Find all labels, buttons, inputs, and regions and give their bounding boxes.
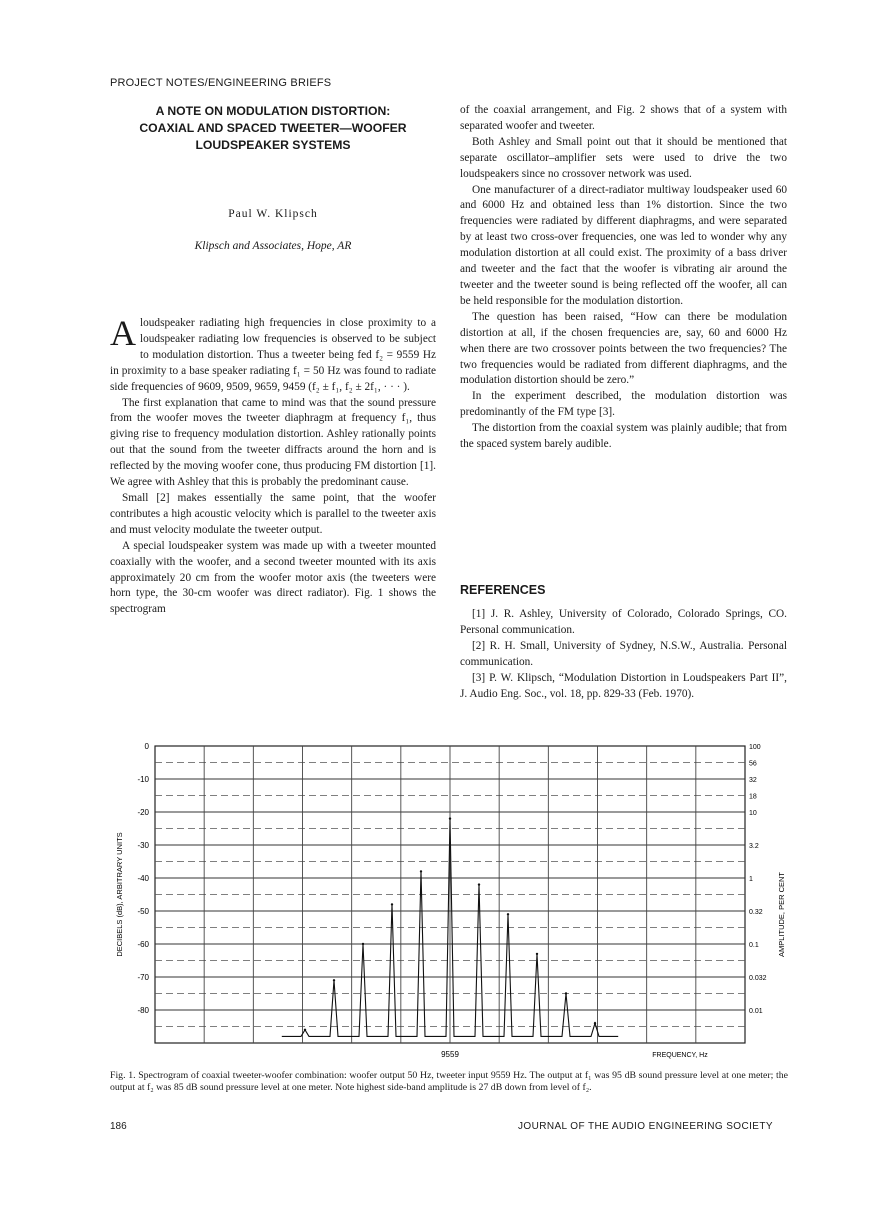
- y-tick-label: -10: [137, 775, 149, 784]
- spectrum-peak: [449, 817, 451, 819]
- title-line: COAXIAL AND SPACED TWEETER—WOOFER: [139, 121, 407, 135]
- y2-tick-label: 0.032: [749, 975, 767, 982]
- paragraph: Both Ashley and Small point out that it should be mentioned that separate oscillator–amplifier sets were used to drive the two loudspeakers since no crossover network was used.: [460, 135, 787, 180]
- paragraph-text: loudspeaker radiating high frequencies in close proximity to a loudspeaker radiating low frequencies is observed to be subject to modulation distortion. Thus a tweeter being fed f₂ = 9559 Hz in proximity to a base speaker radiating f₁ = 50 Hz was found to radiate side frequencies of 9609, 9509, 9659, 9459 (f₂ ± f₁, f₂ ± 2f₁, · · · ).: [110, 317, 436, 393]
- y2-tick-label: 0.32: [749, 909, 763, 916]
- paragraph: In the experiment described, the modulation distortion was predominantly of the FM type [3].: [460, 390, 787, 419]
- y2-tick-label: 10: [749, 810, 757, 817]
- y-tick-label: 0: [144, 742, 149, 751]
- x-tick-label: 9559: [441, 1050, 459, 1059]
- y2-tick-label: 56: [749, 760, 757, 768]
- y2-tick-label: 32: [749, 777, 757, 784]
- y-tick-label: -60: [137, 940, 149, 949]
- paragraph: The distortion from the coaxial system was plainly audible; that from the spaced system barely audible.: [460, 422, 787, 451]
- y2-tick-label: 1: [749, 876, 753, 883]
- paragraph: of the coaxial arrangement, and Fig. 2 shows that of a system with separated woofer and tweeter.: [460, 104, 787, 132]
- spectrum-peak: [391, 903, 393, 905]
- journal-name: JOURNAL OF THE AUDIO ENGINEERING SOCIETY: [518, 1121, 773, 1132]
- spectrum-peak: [304, 1029, 306, 1031]
- spectrum-peak: [536, 953, 538, 955]
- page-number: 186: [110, 1121, 127, 1132]
- affiliation: Klipsch and Associates, Hope, AR: [194, 240, 352, 252]
- title-line: A NOTE ON MODULATION DISTORTION:: [155, 104, 391, 118]
- spectrum-peak: [594, 1022, 596, 1024]
- article-title: [110, 103, 436, 154]
- paragraph: The first explanation that came to mind was that the sound pressure from the woofer moves the tweeter diaphragm at frequency f₁, thus giving rise to frequency modulation distortion. Ashley rationally points out that the sound from the tweeter diffracts around the horn and is reflected by the moving woofer cone, thus producing FM distortion [1]. We agree with Ashley that this is probably the predominant cause.: [110, 396, 436, 489]
- spectrum-peak: [333, 979, 335, 981]
- y2-tick-label: 3.2: [749, 843, 759, 850]
- paragraph: [110, 313, 436, 396]
- y2-tick-label: 0.01: [749, 1008, 763, 1015]
- paragraph: Small [2] makes essentially the same point, that the woofer contributes a high acoustic velocity which is parallel to the tweeter axis and must velocity modulate the tweeter output.: [110, 491, 436, 536]
- y-axis-label: DECIBELS (dB), ARBITRARY UNITS: [115, 832, 124, 957]
- y2-tick-label: 100: [749, 744, 761, 751]
- y-tick-label: -80: [137, 1006, 149, 1015]
- body-column-left: [110, 313, 436, 618]
- spectrum-peak: [420, 870, 422, 872]
- section-header: PROJECT NOTES/ENGINEERING BRIEFS: [110, 77, 332, 89]
- spectrum-peak: [478, 883, 480, 885]
- body-column-right: [460, 103, 787, 453]
- paragraph: One manufacturer of a direct-radiator multiway loudspeaker used 60 and 6000 Hz and obtained less than 1% distortion. Since the two frequencies were radiated by different diaphragms, and were separated by at least two cross-over frequencies, one was led to wonder why any modulation distortion at all could exist. The proximity of a bass driver and tweeter and the fact that the woofer is vibrating air around the tweeter and the tweeter sound is being reflected off the woofer, all can be held responsible for the modulation distortion.: [460, 183, 787, 307]
- spectrum-peak: [565, 992, 567, 994]
- reference-item: [2] R. H. Small, University of Sydney, N.S.W., Australia. Personal communication.: [460, 639, 787, 668]
- spectrum-peak: [507, 913, 509, 915]
- y-tick-label: -40: [137, 874, 149, 883]
- y2-tick-label: 0.1: [749, 942, 759, 949]
- references-list: [460, 607, 787, 702]
- references-heading: REFERENCES: [460, 583, 546, 597]
- author: Paul W. Klipsch: [228, 208, 318, 220]
- x-axis-label: FREQUENCY, Hz: [652, 1052, 708, 1059]
- paragraph: The question has been raised, “How can there be modulation distortion at all, if the chosen frequencies are, say, 60 and 6000 Hz when there are two crossover points between the two frequencies? The two frequencies would be radiated from different diaphragms, and the modulation distortion should be zero.”: [460, 310, 787, 387]
- y2-axis-label: AMPLITUDE, PER CENT: [777, 871, 786, 958]
- y-tick-label: -20: [137, 808, 149, 817]
- title-line: LOUDSPEAKER SYSTEMS: [195, 138, 351, 152]
- y-tick-label: -70: [137, 973, 149, 982]
- drop-cap: A: [110, 313, 136, 353]
- spectrogram-chart: [110, 738, 790, 1060]
- figure-caption: Fig. 1. Spectrogram of coaxial tweeter-woofer combination: woofer output 50 Hz, tweeter input 9559 Hz. The output at f₁ was 95 dB sound pressure level at one meter; the output at f₂ was 85 dB sound pressure level at one meter. Note highest side-band amplitude is 27 dB down from level of f₂.: [110, 1070, 788, 1094]
- reference-item: [3] P. W. Klipsch, “Modulation Distortion in Loudspeakers Part II”, J. Audio Eng. Soc., vol. 18, pp. 829-33 (Feb. 1970).: [460, 671, 787, 700]
- y-tick-label: -30: [137, 841, 149, 850]
- y-tick-label: -50: [137, 907, 149, 916]
- spectrum-peak: [362, 943, 364, 945]
- y2-tick-label: 18: [749, 793, 757, 801]
- reference-item: [1] J. R. Ashley, University of Colorado, Colorado Springs, CO. Personal communication.: [460, 608, 787, 636]
- paragraph: A special loudspeaker system was made up with a tweeter mounted coaxially with the woofer, and a second tweeter mounted with its axis approximately 20 cm from the woofer motor axis (the tweeters were horn type, the 30-cm woofer was direct radiator). Fig. 1 shows the spectrogram: [110, 539, 436, 616]
